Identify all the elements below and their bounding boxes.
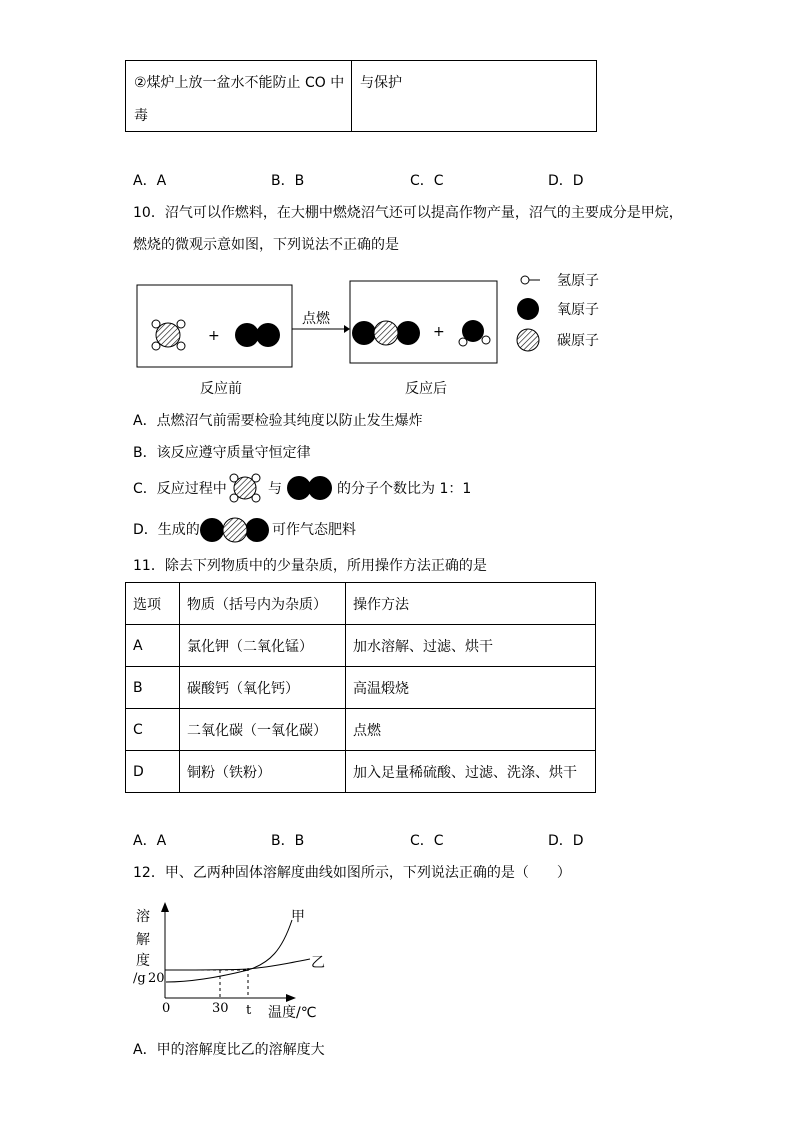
q11-option-b: B．B <box>271 833 305 849</box>
legend-hydrogen-label: 氢原子 <box>557 273 599 289</box>
arrow-label: 点燃 <box>302 311 330 327</box>
q10-stem-line2: 燃烧的微观示意如图，下列说法不正确的是 <box>133 237 399 253</box>
q9-left-cell-line2: 毒 <box>134 108 148 124</box>
table-row <box>126 667 596 709</box>
plus-after: + <box>433 324 445 340</box>
row-c-method: 点燃 <box>346 709 596 751</box>
row-a-option: A <box>126 625 180 667</box>
row-a-substance: 氯化钾（二氧化锰） <box>180 625 346 667</box>
oxygen-molecule <box>235 323 280 347</box>
ylabel-char-2: 解 <box>136 932 150 948</box>
ylabel-char-1: 溶 <box>136 909 150 925</box>
co2-molecule <box>352 321 420 345</box>
legend-oxygen <box>517 298 539 320</box>
before-label: 反应前 <box>200 381 242 397</box>
series-yi-curve <box>166 959 310 970</box>
table-row <box>126 709 596 751</box>
table-row <box>126 751 596 793</box>
row-b-option: B <box>126 667 180 709</box>
legend-oxygen-label: 氧原子 <box>557 302 599 318</box>
x-axis-arrow <box>286 994 296 1002</box>
solubility-chart <box>130 898 330 1028</box>
series-jia-label: 甲 <box>291 909 305 925</box>
q12-option-a: A．甲的溶解度比乙的溶解度大 <box>133 1042 325 1058</box>
q10-option-d-suffix: 可作气态肥料 <box>272 522 356 538</box>
q11-option-d: D．D <box>548 833 584 849</box>
y-axis-arrow <box>161 902 169 912</box>
x-tick-30: 30 <box>212 1001 229 1016</box>
q10-stem-line1: 10．沼气可以作燃料，在大棚中燃烧沼气还可以提高作物产量，沼气的主要成分是甲烷， <box>133 205 683 221</box>
q10-option-d-prefix: D．生成的 <box>133 522 200 538</box>
row-d-substance: 铜粉（铁粉） <box>180 751 346 793</box>
x-tick-t: t <box>246 1003 252 1018</box>
q11-stem: 11．除去下列物质中的少量杂质，所用操作方法正确的是 <box>133 558 487 574</box>
plus-before: + <box>208 328 220 344</box>
y-tick-20: 20 <box>148 971 165 986</box>
q11-option-a: A．A <box>133 833 167 849</box>
q11-option-c: C．C <box>410 833 444 849</box>
q9-option-c: C．C <box>410 173 444 189</box>
header-option: 选项 <box>126 583 180 625</box>
q9-option-a: A．A <box>133 173 167 189</box>
row-b-method: 高温煅烧 <box>346 667 596 709</box>
row-a-method: 加水溶解、过滤、烘干 <box>346 625 596 667</box>
legend-carbon-label: 碳原子 <box>557 333 599 349</box>
table-divider <box>351 61 352 131</box>
row-c-option: C <box>126 709 180 751</box>
ylabel-unit: /g <box>133 971 146 986</box>
series-jia-curve <box>166 920 292 982</box>
header-method: 操作方法 <box>346 583 596 625</box>
xlabel: 温度/℃ <box>268 1005 317 1021</box>
q10-option-b: B．该反应遵守质量守恒定律 <box>133 445 311 461</box>
ylabel-char-3: 度 <box>136 953 150 969</box>
oxygen-molecule-icon <box>287 475 333 501</box>
q10-option-a: A．点燃沼气前需要检验其纯度以防止发生爆炸 <box>133 413 423 429</box>
q9-left-cell-line1: ②煤炉上放一盆水不能防止 CO 中 <box>134 75 345 91</box>
table-header-row <box>126 583 596 625</box>
x-tick-0: 0 <box>162 1001 171 1016</box>
water-molecule <box>459 320 490 346</box>
q9-option-d: D．D <box>548 173 584 189</box>
legend-hydrogen <box>521 276 540 284</box>
methane-icon <box>227 470 263 506</box>
row-d-option: D <box>126 751 180 793</box>
series-yi-label: 乙 <box>311 955 325 971</box>
co2-molecule-icon <box>200 517 270 543</box>
q11-table <box>125 582 596 793</box>
row-b-substance: 碳酸钙（氧化钙） <box>180 667 346 709</box>
q12-stem: 12．甲、乙两种固体溶解度曲线如图所示，下列说法正确的是（ ） <box>133 865 571 881</box>
q9-right-cell: 与保护 <box>360 75 402 91</box>
header-substance: 物质（括号内为杂质） <box>180 583 346 625</box>
q9-table <box>125 60 597 132</box>
row-d-method: 加入足量稀硫酸、过滤、洗涤、烘干 <box>346 751 596 793</box>
q10-option-c-suffix: 的分子个数比为 1：1 <box>337 481 472 497</box>
q9-option-b: B．B <box>271 173 305 189</box>
after-label: 反应后 <box>405 381 447 397</box>
q10-option-c-mid: 与 <box>268 481 282 497</box>
q10-option-c-prefix: C．反应过程中 <box>133 481 227 497</box>
methane-molecule <box>152 320 185 350</box>
row-c-substance: 二氧化碳（一氧化碳） <box>180 709 346 751</box>
table-row <box>126 625 596 667</box>
legend-carbon <box>517 329 539 351</box>
